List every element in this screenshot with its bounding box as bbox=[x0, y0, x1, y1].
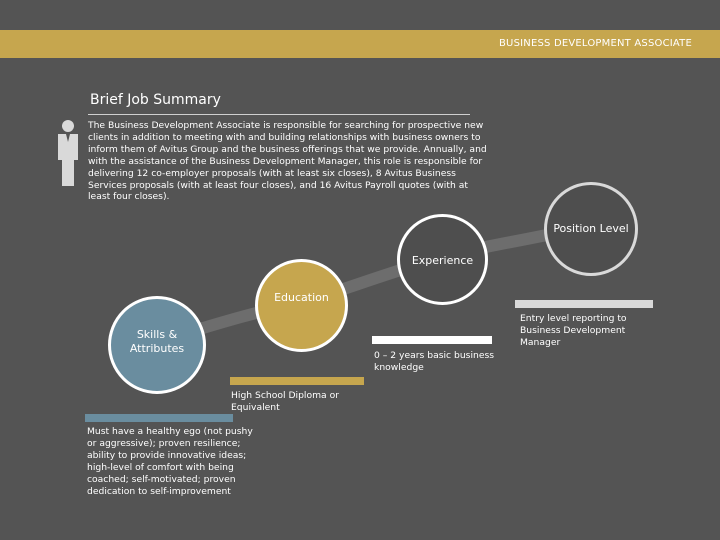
education-bar bbox=[230, 377, 364, 385]
position-level-bar bbox=[515, 300, 653, 308]
position-level-detail: Entry level reporting to Business Development Manager bbox=[520, 313, 627, 348]
position-level-circle bbox=[544, 182, 638, 276]
experience-bar bbox=[372, 336, 492, 344]
education-circle bbox=[255, 259, 348, 352]
skills-label: Skills & Attributes bbox=[129, 328, 185, 355]
education-label: Education bbox=[274, 290, 329, 304]
position-level-label: Position Level bbox=[553, 222, 629, 235]
skills-detail: Must have a healthy ego (not pushy or aggressive); proven resilience; ability to provide innovative ideas; high-level of comfort with being coached; self-motivated; proven dedication to self-improvement bbox=[87, 426, 253, 497]
experience-label: Experience bbox=[411, 253, 474, 267]
page-title: BUSINESS DEVELOPMENT ASSOCIATE bbox=[499, 38, 692, 49]
experience-detail: 0 – 2 years basic business knowledge bbox=[374, 350, 495, 373]
skills-bar bbox=[85, 414, 233, 422]
education-detail: High School Diploma or Equivalent bbox=[231, 390, 339, 413]
summary-heading: Brief Job Summary bbox=[90, 92, 221, 108]
experience-circle bbox=[397, 214, 488, 305]
summary-text: The Business Development Associate is responsible for searching for prospective new clients in addition to meeting with and building relationships with business owners to inform them of Avitus Group and the business offerings that we provide. Annually, and with the assistance of the Business Development Manager, this role is responsible for delivering 12 co-employer proposals (with at least six closes), 8 Avitus Business Services proposals (with at least four closes), and 16 Avitus Payroll quotes (with at least four closes). bbox=[88, 120, 487, 203]
skills-circle bbox=[108, 296, 206, 394]
